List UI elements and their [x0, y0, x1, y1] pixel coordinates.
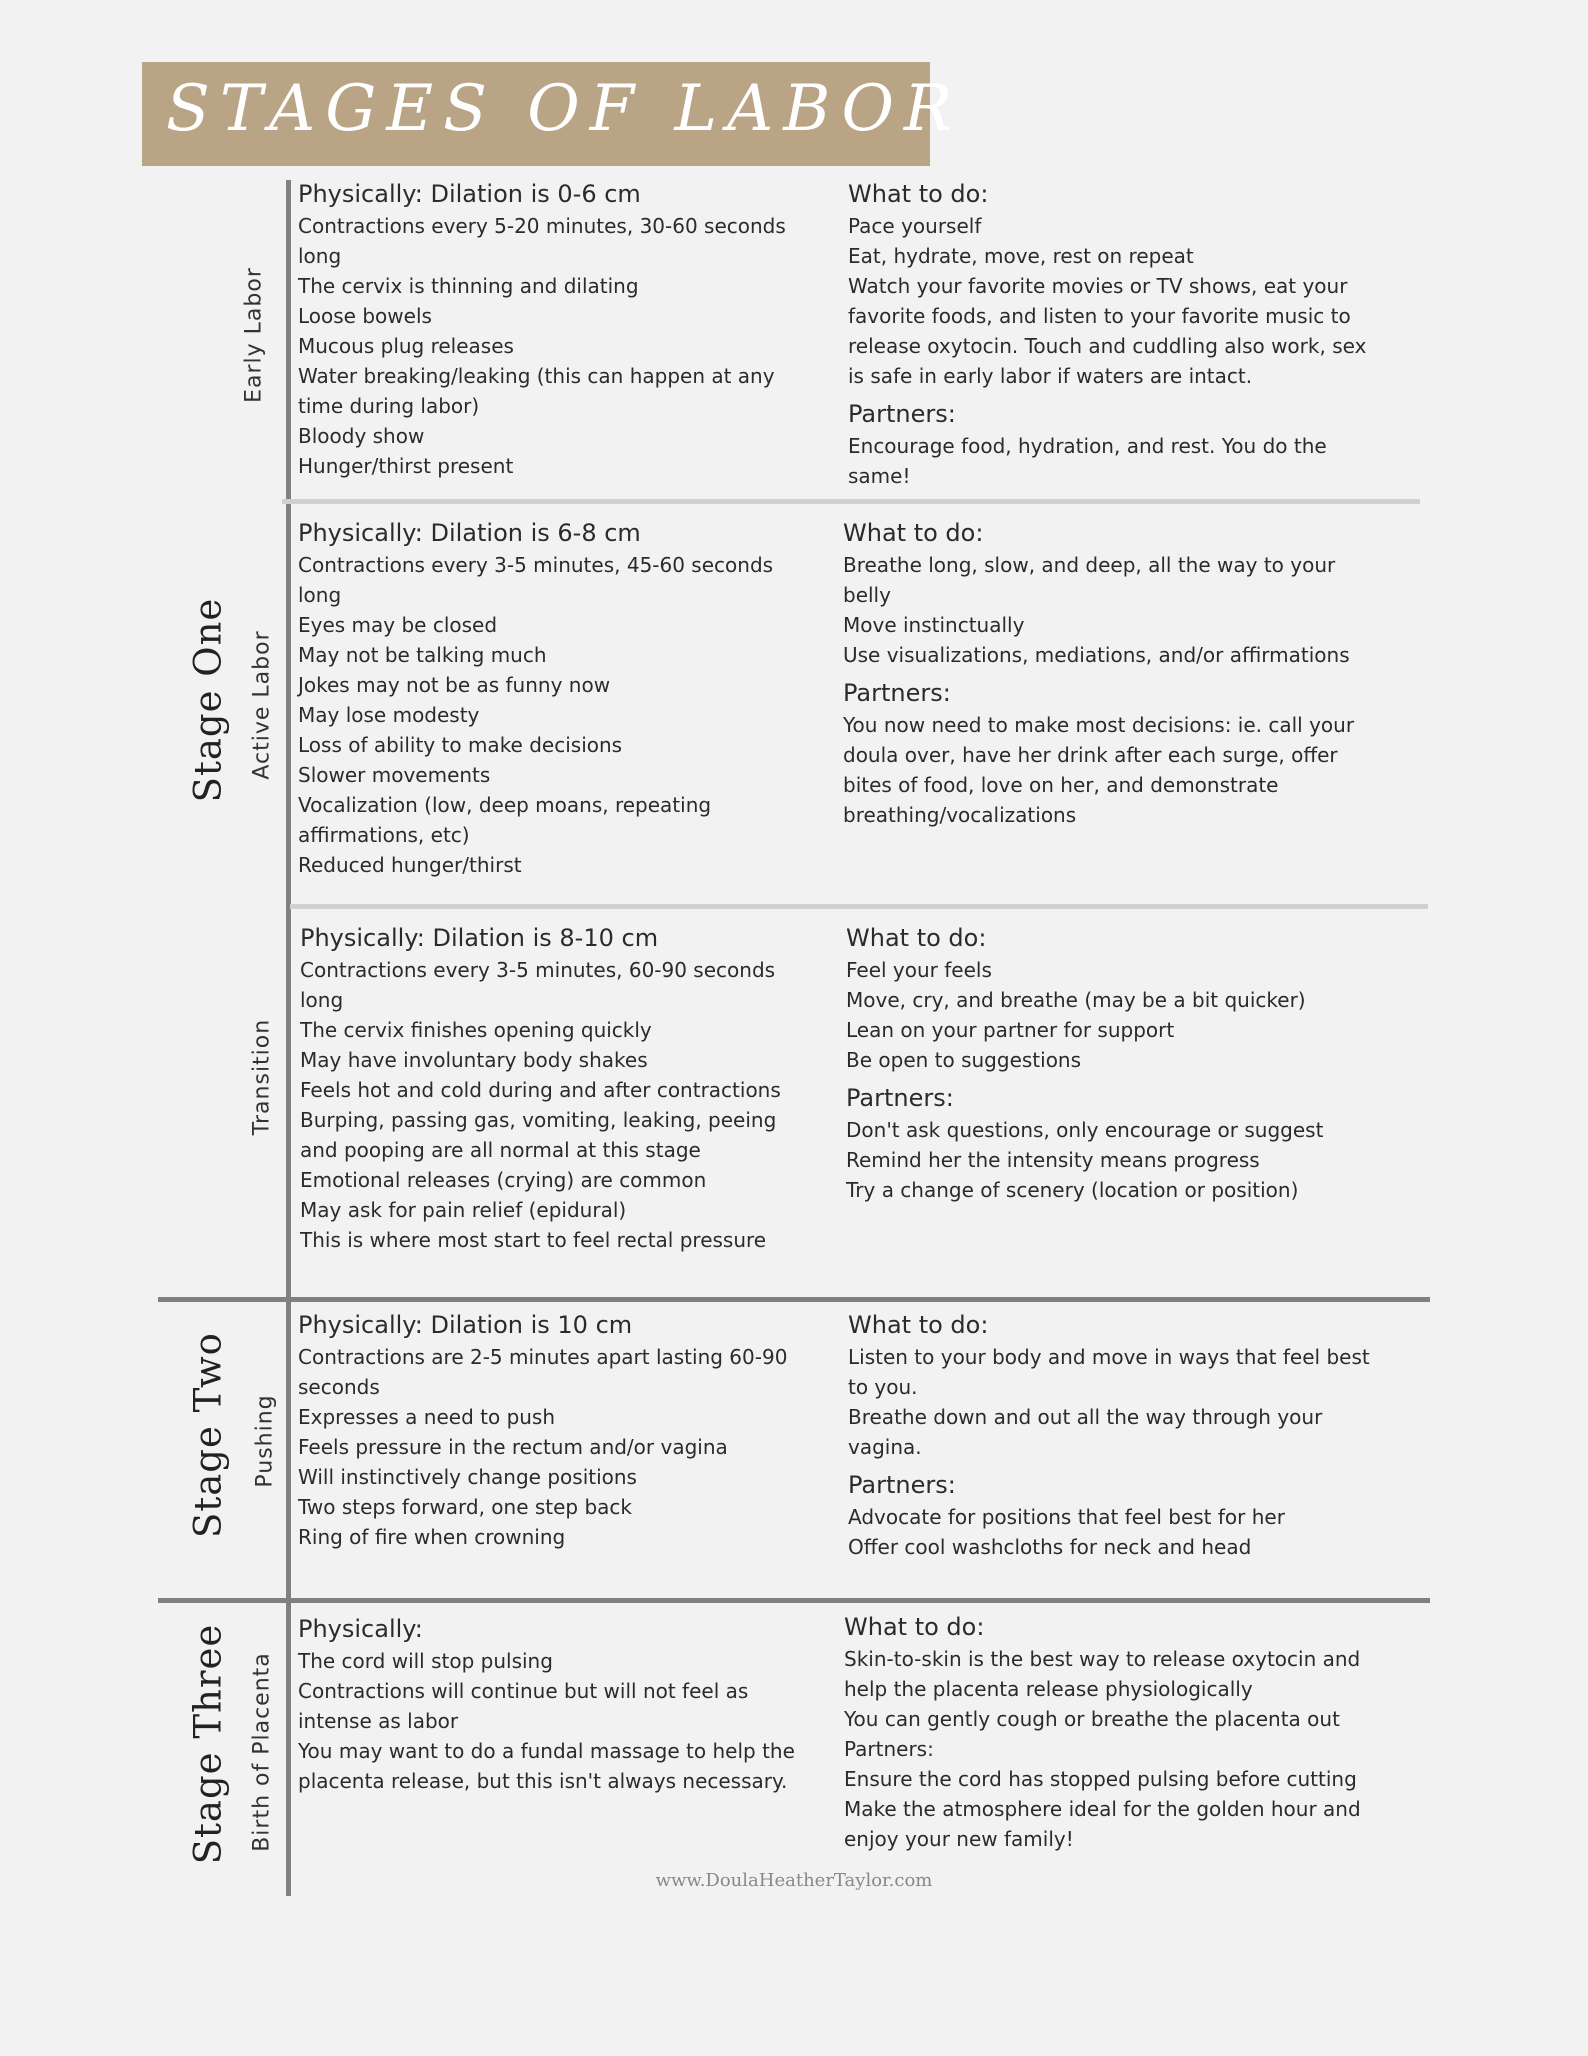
- active-physical-list: [298, 550, 773, 880]
- list-item: Emotional releases (crying) are common: [300, 1168, 707, 1192]
- early-physical-list: [298, 211, 786, 481]
- placenta-todo-heading: What to do:: [844, 1613, 985, 1641]
- list-item: Move instinctually: [843, 613, 1025, 637]
- list-item: Hunger/thirst present: [298, 454, 514, 478]
- list-item: bites of food, love on her, and demonstrate: [843, 773, 1279, 797]
- divider-stage-three: [158, 1598, 1430, 1603]
- transition-partners-heading: Partners:: [846, 1084, 954, 1112]
- pushing-partners-heading: Partners:: [848, 1471, 956, 1499]
- list-item: Ring of fire when crowning: [298, 1525, 566, 1549]
- list-item: to you.: [848, 1375, 918, 1399]
- list-item: May not be talking much: [298, 643, 547, 667]
- list-item: The cervix is thinning and dilating: [298, 274, 639, 298]
- transition-partners-list: [846, 1115, 1323, 1205]
- list-item: Be open to suggestions: [846, 1048, 1082, 1072]
- list-item: Feels hot and cold during and after contractions: [300, 1078, 781, 1102]
- list-item: Try a change of scenery (location or position): [846, 1178, 1299, 1202]
- early-physical: [298, 177, 786, 481]
- list-item: Eat, hydrate, move, rest on repeat: [848, 244, 1194, 268]
- list-item: time during labor): [298, 394, 480, 418]
- active-physical: [298, 516, 773, 880]
- list-item: release oxytocin. Touch and cuddling also work, sex: [848, 334, 1367, 358]
- list-item: You can gently cough or breathe the placenta out: [844, 1707, 1340, 1731]
- list-item: The cervix finishes opening quickly: [300, 1018, 652, 1042]
- title-banner: [142, 62, 963, 166]
- early-todo-list: [848, 211, 1366, 391]
- list-item: You may want to do a fundal massage to help the: [298, 1739, 795, 1763]
- stage-three-label: Stage Three: [186, 1623, 230, 1865]
- early-partners-list: [848, 431, 1366, 491]
- list-item: Loss of ability to make decisions: [298, 733, 623, 757]
- list-item: affirmations, etc): [298, 823, 470, 847]
- list-item: You now need to make most decisions: ie. call your: [843, 713, 1355, 737]
- list-item: Encourage food, hydration, and rest. You do the: [848, 434, 1327, 458]
- list-item: Make the atmosphere ideal for the golden hour and: [844, 1797, 1361, 1821]
- list-item: placenta release, but this isn't always necessary.: [298, 1769, 788, 1793]
- list-item: vagina.: [848, 1435, 922, 1459]
- list-item: Move, cry, and breathe (may be a bit quicker): [846, 988, 1306, 1012]
- stage-one-label: Stage One: [186, 597, 230, 803]
- active-todo-heading: What to do:: [843, 519, 984, 547]
- list-item: Expresses a need to push: [298, 1405, 556, 1429]
- early-todo-heading: What to do:: [848, 180, 989, 208]
- pushing-partners-list: [848, 1502, 1370, 1562]
- active-todo: [843, 516, 1354, 830]
- list-item: Contractions every 3-5 minutes, 45-60 seconds: [298, 553, 774, 577]
- transition-todo: [846, 921, 1323, 1205]
- phase-placenta-label: Birth of Placenta: [249, 1652, 275, 1852]
- list-item: Lean on your partner for support: [846, 1018, 1175, 1042]
- list-item: Loose bowels: [298, 304, 432, 328]
- list-item: breathing/vocalizations: [843, 803, 1077, 827]
- list-item: Partners:: [844, 1737, 934, 1761]
- active-partners-list: [843, 710, 1354, 830]
- list-item: Use visualizations, mediations, and/or affirmations: [843, 643, 1350, 667]
- phase-pushing-label: Pushing: [252, 1394, 278, 1488]
- list-item: Feel your feels: [846, 958, 992, 982]
- active-partners-heading: Partners:: [843, 679, 951, 707]
- divider-active-transition: [290, 904, 1428, 909]
- phase-transition-label: Transition: [249, 1018, 275, 1136]
- list-item: Will instinctively change positions: [298, 1465, 637, 1489]
- list-item: favorite foods, and listen to your favorite music to: [848, 304, 1351, 328]
- list-item: Remind her the intensity means progress: [846, 1148, 1260, 1172]
- pushing-physical: [298, 1308, 787, 1552]
- list-item: doula over, have her drink after each surge, offer: [843, 743, 1338, 767]
- phase-active-label: Active Labor: [249, 630, 275, 780]
- placenta-physical: [298, 1612, 795, 1796]
- list-item: Contractions will continue but will not feel as: [298, 1679, 749, 1703]
- list-item: Mucous plug releases: [298, 334, 514, 358]
- transition-physical-heading: Physically: Dilation is 8-10 cm: [300, 924, 659, 952]
- list-item: help the placenta release physiologically: [844, 1677, 1253, 1701]
- list-item: long: [300, 988, 344, 1012]
- list-item: same!: [848, 464, 911, 488]
- vertical-divider: [286, 180, 291, 1896]
- list-item: Offer cool washcloths for neck and head: [848, 1535, 1252, 1559]
- early-todo: [848, 177, 1366, 491]
- list-item: Ensure the cord has stopped pulsing before cutting: [844, 1767, 1357, 1791]
- list-item: Advocate for positions that feel best for her: [848, 1505, 1285, 1529]
- list-item: Contractions every 3-5 minutes, 60-90 seconds: [300, 958, 776, 982]
- pushing-physical-heading: Physically: Dilation is 10 cm: [298, 1311, 633, 1339]
- list-item: Two steps forward, one step back: [298, 1495, 633, 1519]
- early-physical-heading: Physically: Dilation is 0-6 cm: [298, 180, 641, 208]
- list-item: Contractions are 2-5 minutes apart lasting 60-90: [298, 1345, 788, 1369]
- divider-stage-two: [158, 1297, 1430, 1302]
- list-item: Listen to your body and move in ways that feel best: [848, 1345, 1370, 1369]
- list-item: Feels pressure in the rectum and/or vagina: [298, 1435, 728, 1459]
- placenta-physical-heading: Physically:: [298, 1615, 423, 1643]
- active-todo-list: [843, 550, 1354, 670]
- phase-early-label: Early Labor: [241, 267, 267, 403]
- placenta-todo-list: [844, 1644, 1361, 1854]
- list-item: Contractions every 5-20 minutes, 30-60 seconds: [298, 214, 786, 238]
- placenta-physical-list: [298, 1646, 795, 1796]
- list-item: Eyes may be closed: [298, 613, 498, 637]
- divider-early-active: [282, 499, 1420, 504]
- list-item: long: [298, 583, 342, 607]
- list-item: Watch your favorite movies or TV shows, eat your: [848, 274, 1348, 298]
- transition-todo-list: [846, 955, 1323, 1075]
- list-item: May lose modesty: [298, 703, 480, 727]
- list-item: Bloody show: [298, 424, 425, 448]
- transition-physical-list: [300, 955, 781, 1255]
- list-item: This is where most start to feel rectal pressure: [300, 1228, 767, 1252]
- pushing-physical-list: [298, 1342, 787, 1552]
- list-item: Breathe long, slow, and deep, all the way to your: [843, 553, 1336, 577]
- pushing-todo-list: [848, 1342, 1370, 1462]
- pushing-todo-heading: What to do:: [848, 1311, 989, 1339]
- list-item: Skin-to-skin is the best way to release oxytocin and: [844, 1647, 1361, 1671]
- list-item: Vocalization (low, deep moans, repeating: [298, 793, 712, 817]
- list-item: Don't ask questions, only encourage or suggest: [846, 1118, 1324, 1142]
- list-item: seconds: [298, 1375, 380, 1399]
- list-item: and pooping are all normal at this stage: [300, 1138, 701, 1162]
- list-item: Reduced hunger/thirst: [298, 853, 522, 877]
- list-item: Jokes may not be as funny now: [298, 673, 611, 697]
- list-item: Water breaking/leaking (this can happen at any: [298, 364, 775, 388]
- pushing-todo: [848, 1308, 1370, 1562]
- placenta-todo: [844, 1610, 1361, 1854]
- stage-two-label: Stage Two: [186, 1332, 230, 1538]
- footer-url: www.DoulaHeatherTaylor.com: [655, 1870, 933, 1891]
- list-item: Burping, passing gas, vomiting, leaking, peeing: [300, 1108, 777, 1132]
- list-item: Pace yourself: [848, 214, 982, 238]
- early-partners-heading: Partners:: [848, 400, 956, 428]
- list-item: intense as labor: [298, 1709, 459, 1733]
- transition-todo-heading: What to do:: [846, 924, 987, 952]
- page-title: STAGES OF LABOR: [166, 72, 963, 146]
- list-item: belly: [843, 583, 891, 607]
- list-item: Breathe down and out all the way through your: [848, 1405, 1323, 1429]
- list-item: enjoy your new family!: [844, 1827, 1074, 1851]
- list-item: May have involuntary body shakes: [300, 1048, 648, 1072]
- list-item: May ask for pain relief (epidural): [300, 1198, 627, 1222]
- list-item: long: [298, 244, 342, 268]
- list-item: Slower movements: [298, 763, 491, 787]
- transition-physical: [300, 921, 781, 1255]
- list-item: The cord will stop pulsing: [298, 1649, 553, 1673]
- list-item: is safe in early labor if waters are intact.: [848, 364, 1253, 388]
- active-physical-heading: Physically: Dilation is 6-8 cm: [298, 519, 641, 547]
